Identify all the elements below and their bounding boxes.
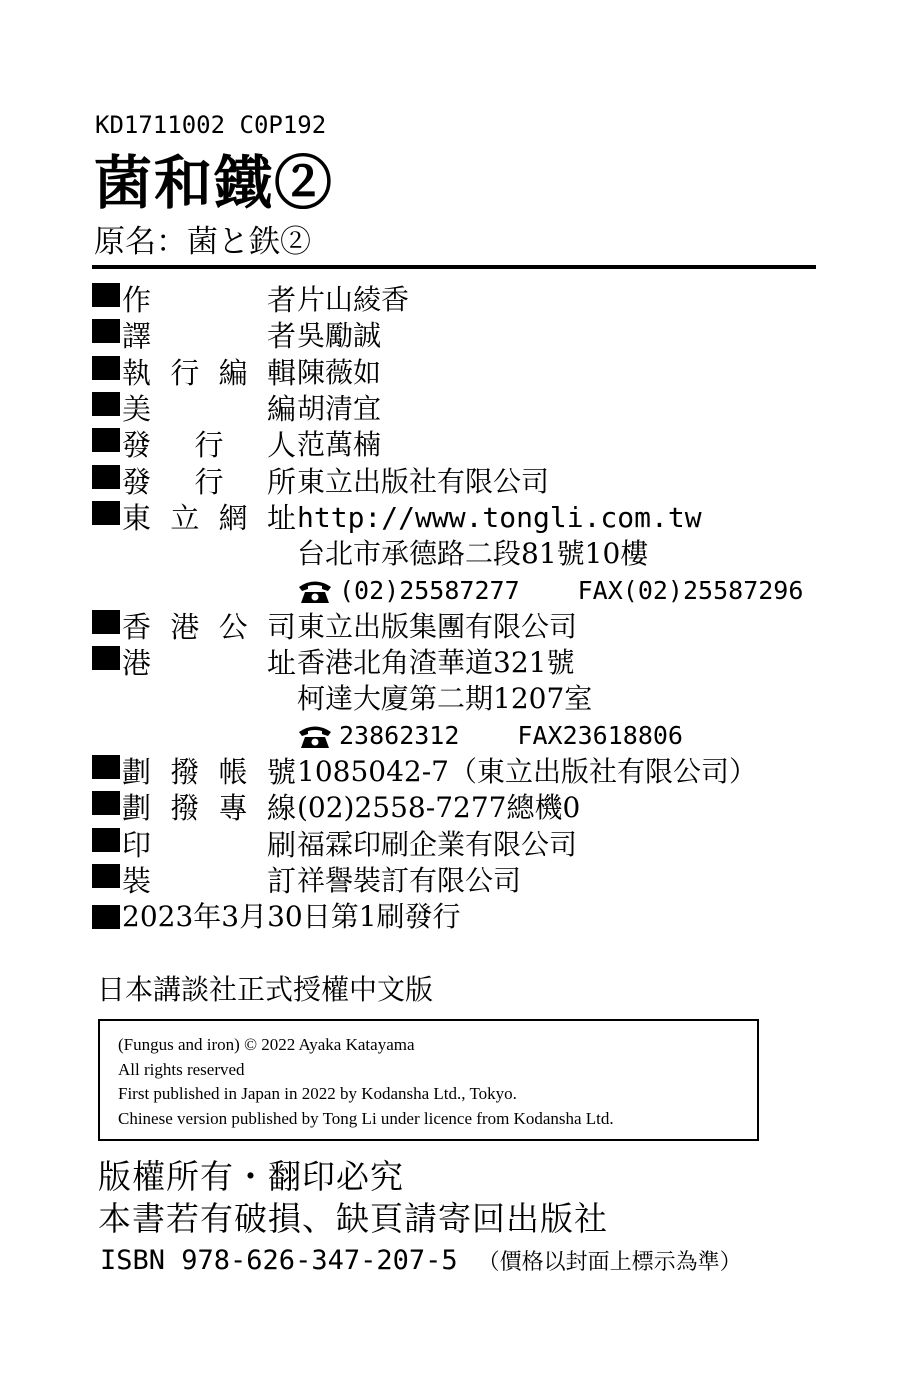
credit-row bbox=[92, 282, 852, 318]
credit-row bbox=[92, 609, 852, 645]
hk-address-1: 香港北角渣華道321號 bbox=[297, 646, 575, 680]
credit-row bbox=[92, 500, 852, 536]
credit-value: 1085042-7（東立出版社有限公司） bbox=[297, 755, 757, 788]
credit-label: 東 立 網 址 bbox=[122, 500, 296, 535]
bullet-square-icon bbox=[92, 755, 120, 779]
phone-row bbox=[92, 718, 852, 754]
copyright-line: (Fungus and iron) © 2022 Ayaka Katayama bbox=[118, 1035, 415, 1054]
bullet-square-icon bbox=[92, 356, 120, 380]
credit-value: 陳薇如 bbox=[297, 355, 382, 389]
phone-row bbox=[92, 572, 852, 608]
phone-icon bbox=[297, 578, 333, 604]
phone-icon bbox=[297, 723, 333, 749]
credit-label: 劃 撥 帳 號 bbox=[122, 755, 296, 789]
credit-value: 范萬楠 bbox=[297, 428, 382, 462]
credit-row bbox=[92, 427, 852, 463]
credit-label: 劃 撥 專 線 bbox=[122, 791, 296, 826]
book-title: 菌和鐵② bbox=[94, 149, 335, 217]
tw-address: 台北市承德路二段81號10樓 bbox=[297, 537, 649, 571]
bullet-square-icon bbox=[92, 319, 120, 343]
bullet-square-icon bbox=[92, 465, 120, 489]
credit-value: (02)2558-7277總機0 bbox=[297, 791, 581, 825]
rights-notice bbox=[98, 1156, 608, 1240]
credit-row bbox=[92, 391, 852, 427]
credit-row bbox=[92, 790, 852, 826]
website-url[interactable]: http://www.tongli.com.tw bbox=[297, 500, 702, 534]
credit-row bbox=[92, 355, 852, 391]
credit-label: 香 港 公 司 bbox=[122, 609, 296, 644]
license-statement: 日本講談社正式授權中文版 bbox=[97, 973, 434, 1006]
credits-list bbox=[92, 282, 852, 935]
bullet-square-icon bbox=[92, 428, 120, 452]
isbn-line bbox=[100, 1243, 742, 1281]
credit-value: 福霖印刷企業有限公司 bbox=[297, 827, 578, 861]
credit-label: 發 行 人 bbox=[122, 428, 296, 463]
credit-value: 祥譽裝訂有限公司 bbox=[297, 863, 522, 897]
bullet-square-icon bbox=[92, 610, 120, 634]
bullet-square-icon bbox=[92, 501, 120, 525]
hk-address-2: 柯達大廈第二期1207室 bbox=[297, 682, 593, 716]
price-note: （價格以封面上標示為準） bbox=[477, 1250, 742, 1275]
credit-row bbox=[92, 863, 852, 899]
tw-phone: (02)25587277 bbox=[339, 575, 520, 605]
bullet-square-icon bbox=[92, 791, 120, 815]
credit-value: 胡清宜 bbox=[297, 392, 382, 426]
credit-label: 印 刷 bbox=[122, 827, 296, 862]
copyright-line: All rights reserved bbox=[118, 1059, 245, 1079]
divider bbox=[92, 265, 816, 269]
credit-value: 東立出版社有限公司 bbox=[297, 464, 550, 498]
copyright-line: First published in Japan in 2022 by Kodansha Ltd., Tokyo. bbox=[118, 1084, 517, 1103]
bullet-square-icon bbox=[92, 864, 120, 888]
bullet-square-icon bbox=[92, 646, 120, 670]
credit-label: 美 編 bbox=[122, 392, 296, 427]
isbn-number: ISBN 978-626-347-207-5 bbox=[100, 1245, 458, 1276]
original-title: 原名：菌と鉄② bbox=[94, 224, 311, 260]
credit-label: 裝 訂 bbox=[122, 863, 296, 898]
copyright-box bbox=[98, 1019, 759, 1141]
credit-row bbox=[92, 826, 852, 862]
copyright-line: Chinese version published by Tong Li under licence from Kodansha Ltd. bbox=[118, 1108, 614, 1128]
hk-fax: FAX23618806 bbox=[517, 720, 683, 750]
credit-label: 發 行 所 bbox=[122, 464, 296, 499]
credit-row bbox=[92, 463, 852, 499]
rights-line-1: 版權所有・翻印必究 bbox=[98, 1157, 404, 1196]
address-row bbox=[92, 536, 852, 572]
credit-row bbox=[92, 645, 852, 681]
credit-value: 吳勵誠 bbox=[297, 319, 382, 353]
bullet-square-icon bbox=[92, 905, 120, 929]
rights-line-2: 本書若有破損、缺頁請寄回出版社 bbox=[98, 1199, 608, 1238]
hk-company: 東立出版集團有限公司 bbox=[297, 609, 578, 643]
credit-label: 港 址 bbox=[122, 646, 296, 681]
hk-phone: 23862312 bbox=[339, 720, 460, 750]
credit-label: 執 行 編 輯 bbox=[122, 355, 296, 390]
publish-date-row bbox=[92, 899, 852, 935]
credit-value: 片山綾香 bbox=[297, 283, 410, 317]
publish-date: 2023年3月30日第1刷發行 bbox=[122, 900, 461, 934]
credit-row bbox=[92, 754, 852, 790]
address-row bbox=[92, 681, 852, 717]
bullet-square-icon bbox=[92, 283, 120, 307]
bullet-square-icon bbox=[92, 392, 120, 416]
credit-label: 譯 者 bbox=[122, 319, 296, 354]
tw-fax: FAX(02)25587296 bbox=[577, 575, 804, 605]
credit-row bbox=[92, 318, 852, 354]
bullet-square-icon bbox=[92, 828, 120, 852]
credit-label: 作 者 bbox=[122, 283, 296, 318]
product-code: KD1711002 C0P192 bbox=[95, 111, 327, 139]
